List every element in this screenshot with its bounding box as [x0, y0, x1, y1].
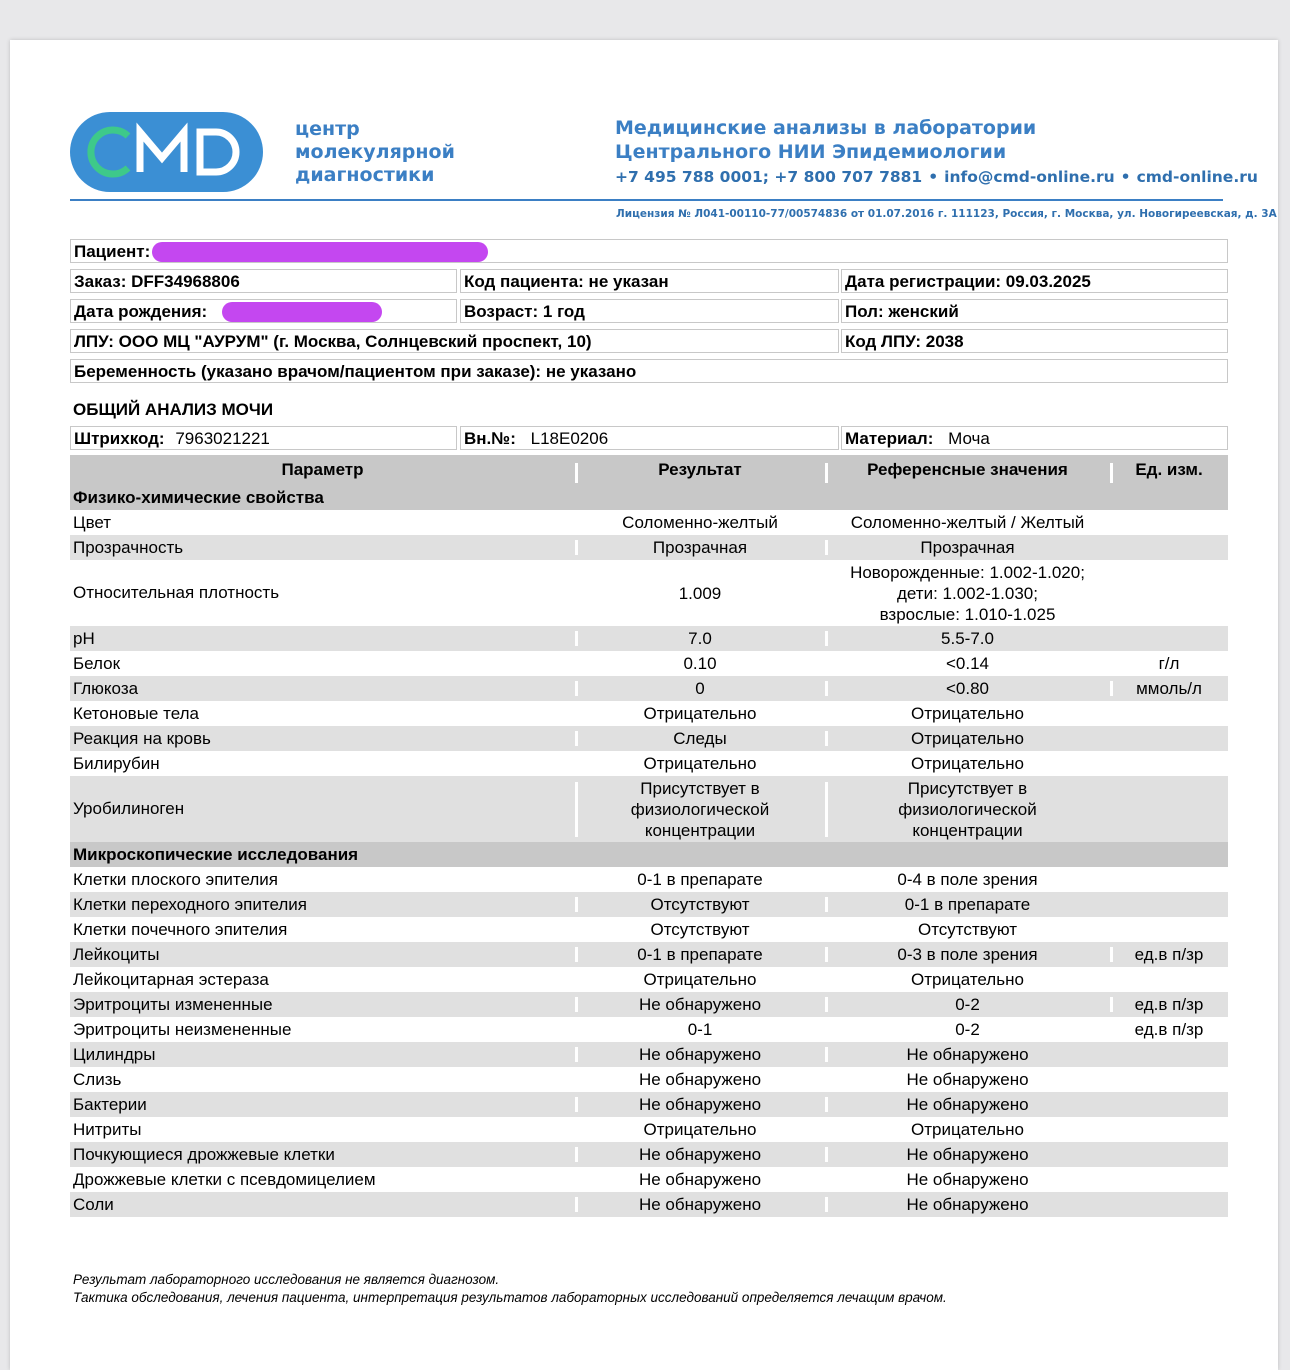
lpu-code-box: Код ЛПУ: 2038: [841, 329, 1228, 353]
lab-title-line: Медицинские анализы в лаборатории: [615, 117, 1037, 139]
table-row: [70, 510, 1228, 535]
cell-param: Глюкоза: [73, 678, 139, 698]
table-row: [70, 1017, 1228, 1042]
cell-result: Соломенно-желтый: [622, 513, 778, 532]
cell-result: 0: [575, 678, 825, 699]
cell-result: 0.10: [683, 654, 717, 673]
barcode-value: 7963021221: [175, 429, 270, 448]
contacts: [615, 168, 1258, 186]
cell-result: 0-1 в препарате: [575, 944, 825, 965]
phones: +7 495 788 0001; +7 800 707 7881: [615, 168, 923, 186]
cell-ref: Не обнаружено: [825, 1094, 1110, 1115]
cell-param: Соли: [73, 1194, 114, 1214]
cell-unit: ед.в п/зр: [1110, 944, 1228, 965]
lab-title: [615, 116, 1235, 164]
cell-unit: г/л: [1158, 654, 1180, 673]
internal-value: L18E0206: [530, 429, 609, 448]
cell-param: Клетки плоского эпителия: [73, 869, 278, 889]
cell-param: Дрожжевые клетки с псевдомицелием: [73, 1169, 376, 1189]
cell-ref: Соломенно-желтый / Желтый: [850, 513, 1085, 532]
table-row: [70, 751, 1228, 776]
patient-code-box: Код пациента: не указан: [460, 269, 839, 293]
lpu-box: ЛПУ: ООО МЦ "АУРУМ" (г. Москва, Солнцевский проспект, 10): [70, 329, 839, 353]
table-row: [70, 726, 1228, 751]
cell-ref: 5.5-7.0: [825, 628, 1110, 649]
cell-ref: Отсутствуют: [917, 920, 1018, 939]
material-label: Материал:: [845, 429, 934, 448]
cell-result: Отрицательно: [643, 754, 757, 773]
table-header: [70, 455, 1228, 485]
cmd-logo: [70, 112, 263, 192]
cell-ref: 0-4 в поле зрения: [897, 870, 1038, 889]
cell-param: Слизь: [73, 1069, 122, 1089]
cell-ref: Отрицательно: [825, 728, 1110, 749]
cell-ref: Отрицательно: [911, 704, 1024, 723]
cell-result: 7.0: [575, 628, 825, 649]
registration-date-box: Дата регистрации: 09.03.2025: [841, 269, 1228, 293]
footnote-line: Результат лабораторного исследования не является диагнозом.: [73, 1272, 500, 1287]
cell-ref: <0.80: [825, 678, 1110, 699]
header-parameter: Параметр: [281, 460, 364, 479]
table-row: [70, 1142, 1228, 1167]
cell-param: Лейкоциты: [73, 944, 160, 964]
cell-result: Отрицательно: [643, 1120, 757, 1139]
document-page: [10, 40, 1278, 1370]
cell-result: Прозрачная: [575, 537, 825, 558]
cell-result: Не обнаружено: [638, 1070, 762, 1089]
redaction-mark: [222, 302, 382, 322]
cell-ref: Прозрачная: [825, 537, 1110, 558]
brand-name: [295, 118, 495, 187]
cell-param: Клетки переходного эпителия: [73, 894, 307, 914]
sex-box: Пол: женский: [841, 299, 1228, 323]
cell-ref: Отрицательно: [911, 970, 1024, 989]
patient-label: Пациент:: [74, 242, 151, 261]
brand-line: центр: [295, 118, 360, 140]
license-text: Лицензия № Л041-00110-77/00574836 от 01.07.2016 г. 111123, Россия, г. Москва, ул. Новогиреевская, д. 3А: [616, 208, 1277, 220]
cell-result: Не обнаружено: [575, 1044, 825, 1065]
cell-param: Эритроциты неизмененные: [73, 1019, 292, 1039]
table-row: [70, 867, 1228, 892]
cell-param: Кетоновые тела: [73, 703, 199, 723]
cell-result: Не обнаружено: [638, 1170, 762, 1189]
ref-line: физиологической: [898, 799, 1037, 819]
table-row: [70, 1192, 1228, 1217]
cell-param: Цилиндры: [73, 1044, 156, 1064]
cell-param: Реакция на кровь: [73, 728, 211, 748]
brand-line: молекулярной: [295, 141, 455, 163]
cell-unit: ед.в п/зр: [1134, 1020, 1204, 1039]
cell-result: Отрицательно: [643, 704, 757, 723]
cell-ref: Отрицательно: [911, 1120, 1024, 1139]
redaction-mark: [152, 242, 488, 262]
brand-line: диагностики: [295, 164, 435, 186]
footnote: [73, 1271, 947, 1307]
table-row: [70, 1092, 1228, 1117]
cell-ref: 0-2: [955, 1020, 980, 1039]
cell-ref: Не обнаружено: [906, 1170, 1029, 1189]
table-row: [70, 651, 1228, 676]
cell-ref: 0-1 в препарате: [825, 894, 1110, 915]
cell-param: pH: [73, 628, 95, 648]
cell-ref: Отрицательно: [911, 754, 1024, 773]
cell-ref: <0.14: [945, 654, 989, 673]
cell-ref: Не обнаружено: [825, 1144, 1110, 1165]
ref-line: концентрации: [912, 820, 1023, 840]
cell-ref: [825, 778, 1110, 841]
barcode-box: [70, 426, 457, 450]
cell-ref: Не обнаружено: [906, 1070, 1029, 1089]
ref-line: взрослые: 1.010-1.025: [879, 604, 1056, 624]
material-value: Моча: [948, 429, 990, 448]
lab-title-line: Центрального НИИ Эпидемиологии: [615, 141, 1007, 163]
cell-param: Белок: [73, 653, 121, 673]
header-result: Результат: [575, 460, 825, 480]
ref-line: дети: 1.002-1.030;: [896, 583, 1038, 603]
table-row: [70, 776, 1228, 842]
cell-param: Эритроциты измененные: [73, 994, 273, 1014]
cell-result: Отсутствуют: [650, 920, 750, 939]
ref-line: Новорожденные: 1.002-1.020;: [850, 562, 1085, 582]
cell-param: Относительная плотность: [73, 583, 280, 602]
result-line: Присутствует в: [640, 778, 760, 798]
logo-lettering-icon: [70, 112, 263, 192]
cell-ref: Не обнаружено: [825, 1044, 1110, 1065]
cell-result: Не обнаружено: [575, 994, 825, 1015]
header-reference: Референсные значения: [825, 460, 1110, 480]
cell-result: Не обнаружено: [575, 1094, 825, 1115]
barcode-label: Штрихкод:: [74, 429, 165, 448]
cell-param: Бактерии: [73, 1094, 147, 1114]
results-table: [70, 455, 1228, 1217]
bullet-separator: •: [1120, 168, 1131, 186]
site-link[interactable]: cmd-online.ru: [1136, 168, 1258, 186]
pregnancy-box: Беременность (указано врачом/пациентом при заказе): не указано: [70, 359, 1228, 383]
age-box: Возраст: 1 год: [460, 299, 839, 323]
header-divider: [70, 199, 1223, 201]
cell-ref: 0-3 в поле зрения: [825, 944, 1110, 965]
table-row: [70, 917, 1228, 942]
cell-param: Цвет: [73, 512, 112, 532]
result-line: концентрации: [644, 820, 756, 840]
cell-ref: 0-2: [825, 994, 1110, 1015]
table-row: [70, 535, 1228, 560]
cell-result: 0-1: [687, 1020, 713, 1039]
cell-param: Лейкоцитарная эстераза: [73, 969, 269, 989]
cell-ref: [825, 562, 1110, 625]
footnote-line: Тактика обследования, лечения пациента, интерпретация результатов лабораторных исследований определяется лечащим врачом.: [73, 1290, 947, 1305]
table-row: [70, 626, 1228, 651]
cell-param: Уробилиноген: [73, 799, 185, 818]
cell-param: Клетки почечного эпителия: [73, 919, 288, 939]
analysis-title: ОБЩИЙ АНАЛИЗ МОЧИ: [73, 400, 274, 419]
cell-result: 0-1 в препарате: [637, 870, 763, 889]
ref-line: Присутствует в: [907, 778, 1028, 798]
cell-result: Следы: [575, 728, 825, 749]
cell-result: 1.009: [678, 583, 722, 603]
cell-result: Не обнаружено: [575, 1144, 825, 1165]
header-unit: Ед. изм.: [1110, 460, 1228, 480]
cell-result: Отрицательно: [643, 970, 757, 989]
table-row: [70, 1117, 1228, 1142]
cell-result: [575, 778, 825, 841]
cell-result: Не обнаружено: [575, 1194, 825, 1215]
cell-param: Билирубин: [73, 753, 160, 773]
result-line: физиологической: [630, 799, 770, 819]
table-row: [70, 1167, 1228, 1192]
cell-unit: ед.в п/зр: [1110, 994, 1228, 1015]
internal-label: Вн.№:: [464, 429, 516, 448]
cell-param: Нитриты: [73, 1119, 142, 1139]
internal-number-box: [460, 426, 839, 450]
group-physicochemical: Физико-химические свойства: [70, 485, 1228, 510]
table-row: [70, 967, 1228, 992]
order-box: Заказ: DFF34968806: [70, 269, 457, 293]
table-row: [70, 992, 1228, 1017]
table-row: [70, 942, 1228, 967]
cell-param: Почкующиеся дрожжевые клетки: [73, 1144, 335, 1164]
table-row: [70, 676, 1228, 701]
birth-label: Дата рождения:: [74, 302, 208, 321]
group-microscopy: Микроскопические исследования: [70, 842, 1228, 867]
material-box: [841, 426, 1228, 450]
cell-param: Прозрачность: [73, 537, 184, 557]
cell-unit: ммоль/л: [1110, 678, 1228, 699]
table-row: [70, 1042, 1228, 1067]
table-row: [70, 560, 1228, 626]
cell-ref: Не обнаружено: [825, 1194, 1110, 1215]
table-row: [70, 701, 1228, 726]
table-row: [70, 1067, 1228, 1092]
cell-result: Отсутствуют: [575, 894, 825, 915]
table-row: [70, 892, 1228, 917]
bullet-separator: •: [928, 168, 939, 186]
email-link[interactable]: info@cmd-online.ru: [944, 168, 1115, 186]
